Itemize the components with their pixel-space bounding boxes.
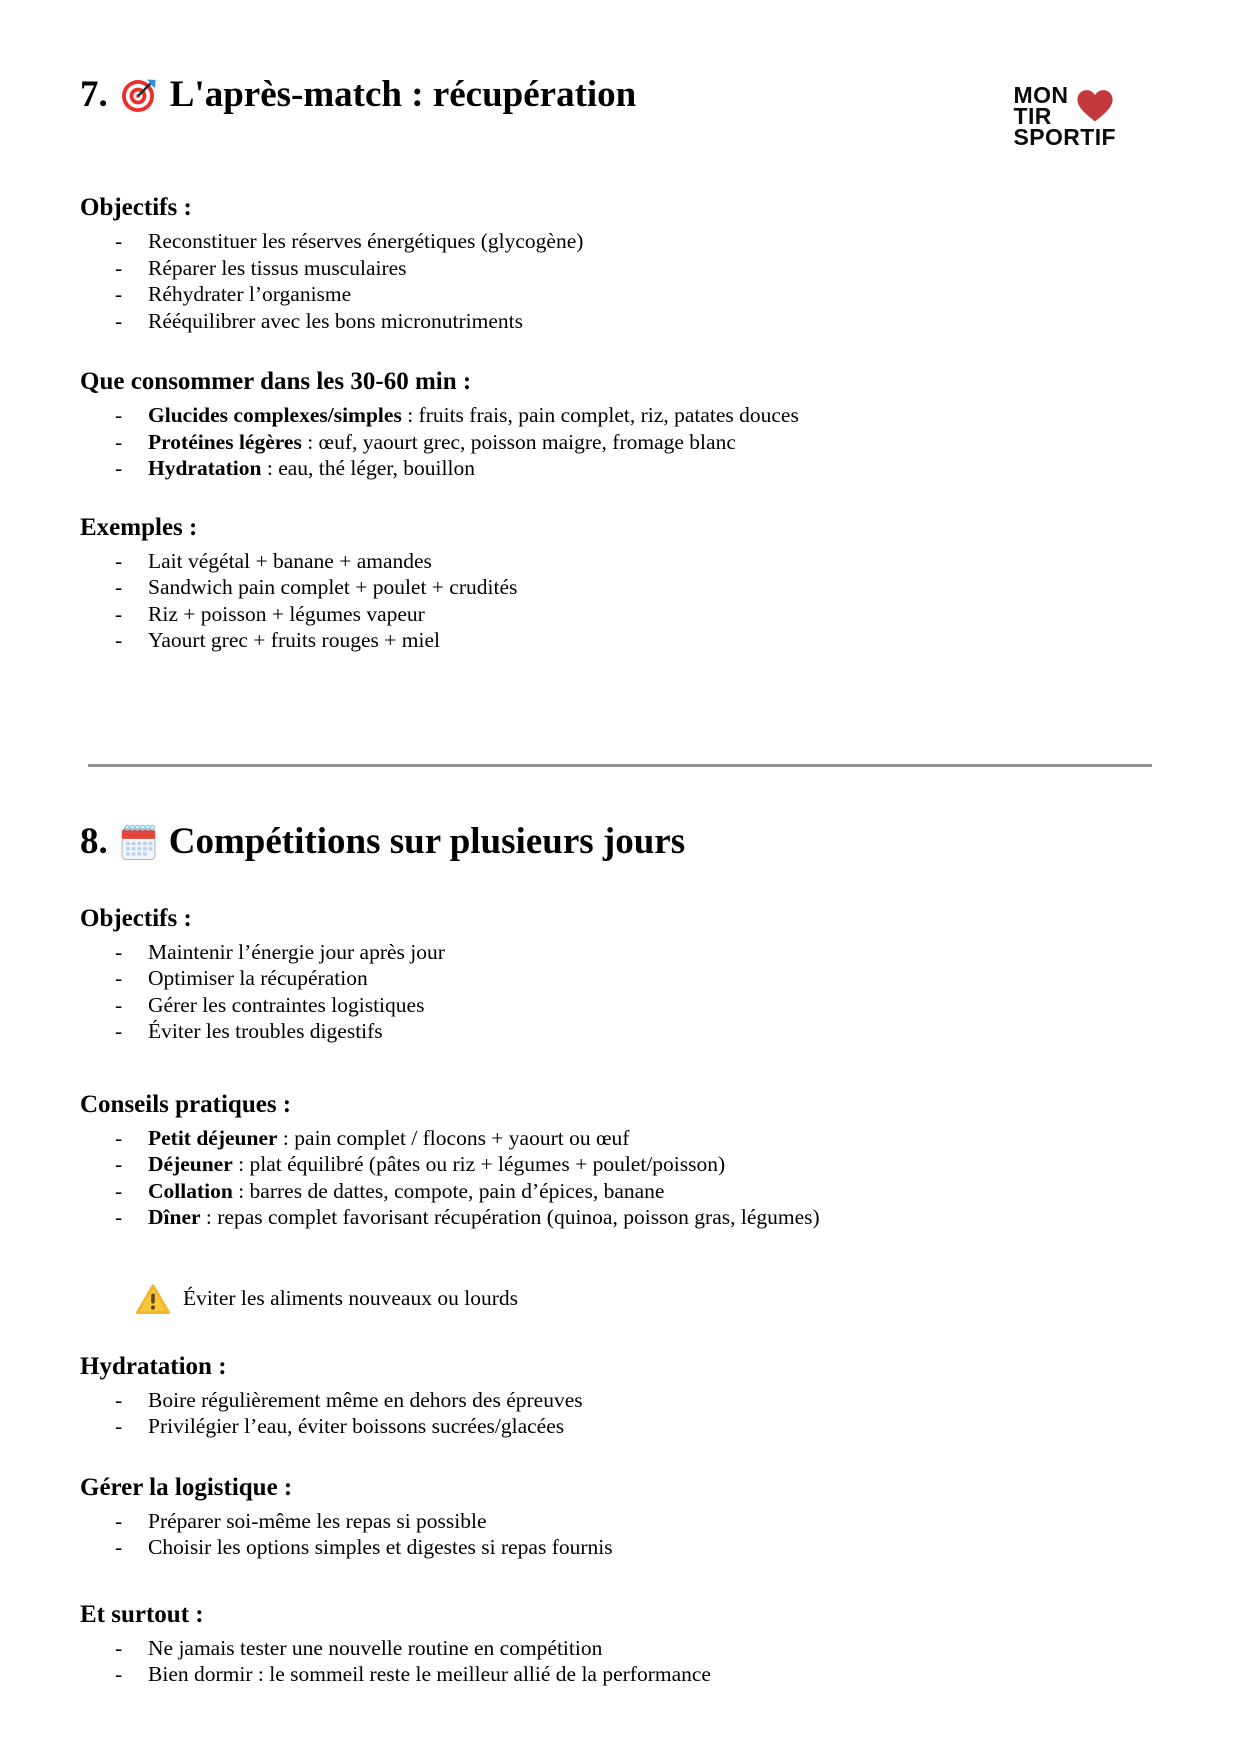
bullet-dash: - [115,1205,123,1229]
logo-line-1: MON [1013,82,1069,108]
warning-text: Éviter les aliments nouveaux ou lourds [183,1286,518,1310]
list-item [80,281,1160,308]
list-item [80,548,1160,575]
bullet-dash: - [115,1508,123,1533]
list-item-text: Éviter les troubles digestifs [148,1019,383,1043]
list-item [80,992,1160,1019]
bullet-dash: - [115,1125,123,1150]
section7-title [80,72,636,118]
list-item [80,601,1160,628]
list-item [80,1413,1160,1440]
list-item-text: Dîner : repas complet favorisant récupération (quinoa, poisson gras, légumes) [148,1205,820,1229]
page-header [80,72,1160,148]
list-item-text: Reconstituer les réserves énergétiques (glycogène) [148,229,584,253]
s8-hydratation-list [80,1387,1160,1440]
list-item-text: Petit déjeuner : pain complet / flocons + yaourt ou œuf [148,1125,630,1150]
list-item-text: Riz + poisson + légumes vapeur [148,601,425,626]
list-item [80,1151,1160,1178]
list-item-text: Déjeuner : plat équilibré (pâtes ou riz + légumes + poulet/poisson) [148,1152,726,1176]
list-item [80,255,1160,282]
list-item [80,1387,1160,1414]
s7-exemples-heading: Exemples : [80,513,198,541]
s7-objectifs-list [80,228,1160,334]
list-item-text: Bien dormir : le sommeil reste le meilleur allié de la performance [148,1662,711,1686]
bullet-dash: - [115,229,123,253]
bullet-dash: - [115,403,123,427]
bullet-dash: - [115,1152,123,1176]
section-divider [88,764,1152,767]
list-item-text: Boire régulièrement même en dehors des épreuves [148,1387,583,1412]
section8-number: 8. [80,820,108,862]
list-item-text: Gérer les contraintes logistiques [148,992,425,1017]
list-item-text: Choisir les options simples et digestes si repas fournis [148,1535,613,1559]
s8-objectifs-heading: Objectifs : [80,904,192,932]
s8-conseils-list [80,1125,1160,1231]
s7-exemples-list [80,548,1160,654]
list-item-text: Hydratation : eau, thé léger, bouillon [148,456,475,480]
list-item [80,402,1160,429]
bullet-dash: - [115,308,123,333]
list-item-text: Yaourt grec + fruits rouges + miel [148,628,440,652]
heart-icon [1074,86,1116,127]
bullet-dash: - [115,1019,123,1043]
bullet-dash: - [115,628,123,652]
bullet-dash: - [115,1387,123,1412]
list-item [80,574,1160,601]
section8-title-text: Compétitions sur plusieurs jours [168,820,686,862]
bullet-dash: - [115,601,123,626]
list-item [80,627,1160,654]
bullet-dash: - [115,429,123,454]
s7-objectifs-heading: Objectifs : [80,194,192,221]
s8-hydratation-heading: Hydratation : [80,1352,227,1380]
list-item [80,965,1160,992]
list-item-text: Rééquilibrer avec les bons micronutriments [148,308,523,333]
list-item-text: Ne jamais tester une nouvelle routine en compétition [148,1635,603,1660]
target-icon [120,76,158,114]
list-item-text: Collation : barres de dattes, compote, pain d’épices, banane [148,1178,665,1203]
list-item [80,1204,1160,1231]
warning-note [135,1283,1160,1315]
list-item-text: Lait végétal + banane + amandes [148,548,432,573]
calendar-icon [120,822,157,862]
bullet-dash: - [115,575,123,599]
bullet-dash: - [115,1662,123,1686]
list-item [80,228,1160,255]
list-item [80,1018,1160,1045]
bullet-dash: - [115,255,123,280]
list-item-text: Protéines légères : œuf, yaourt grec, poisson maigre, fromage blanc [148,429,736,454]
s8-surtout-list [80,1635,1160,1688]
s7-consommer-heading: Que consommer dans les 30-60 min : [80,368,472,395]
bullet-dash: - [115,1535,123,1559]
bullet-dash: - [115,1635,123,1660]
section7-title-text: L'après-match : récupération [169,74,637,115]
list-item-text: Sandwich pain complet + poulet + crudités [148,575,518,599]
s8-surtout-heading: Et surtout : [80,1600,204,1628]
bullet-dash: - [115,939,123,964]
bullet-dash: - [115,966,123,990]
warning-icon [135,1283,171,1315]
list-item [80,1534,1160,1561]
list-item [80,429,1160,456]
brand-logo [1013,82,1160,150]
list-item-text: Réparer les tissus musculaires [148,255,407,280]
logo-line-2: TIR [1013,103,1052,129]
bullet-dash: - [115,992,123,1017]
list-item [80,1508,1160,1535]
list-item [80,1635,1160,1662]
bullet-dash: - [115,1414,123,1438]
list-item [80,1178,1160,1205]
s8-objectifs-list [80,939,1160,1045]
bullet-dash: - [115,1178,123,1203]
s8-logistique-heading: Gérer la logistique : [80,1473,293,1501]
section8-title [80,819,1160,865]
s8-conseils-heading: Conseils pratiques : [80,1090,292,1118]
list-item [80,455,1160,482]
list-item-text: Préparer soi-même les repas si possible [148,1508,487,1533]
list-item-text: Maintenir l’énergie jour après jour [148,939,445,964]
bullet-dash: - [115,282,123,306]
s8-logistique-list [80,1508,1160,1561]
list-item-text: Privilégier l’eau, éviter boissons sucrées/glacées [148,1414,565,1438]
list-item-text: Réhydrater l’organisme [148,282,352,306]
list-item [80,1661,1160,1688]
list-item [80,308,1160,335]
list-item [80,1125,1160,1152]
bullet-dash: - [115,548,123,573]
logo-line-3: SPORTIF [1013,124,1116,150]
list-item-text: Glucides complexes/simples : fruits frais, pain complet, riz, patates douces [148,403,799,427]
list-item-text: Optimiser la récupération [148,966,368,990]
list-item [80,939,1160,966]
s7-consommer-list [80,402,1160,482]
bullet-dash: - [115,456,123,480]
section7-number: 7. [80,74,108,115]
